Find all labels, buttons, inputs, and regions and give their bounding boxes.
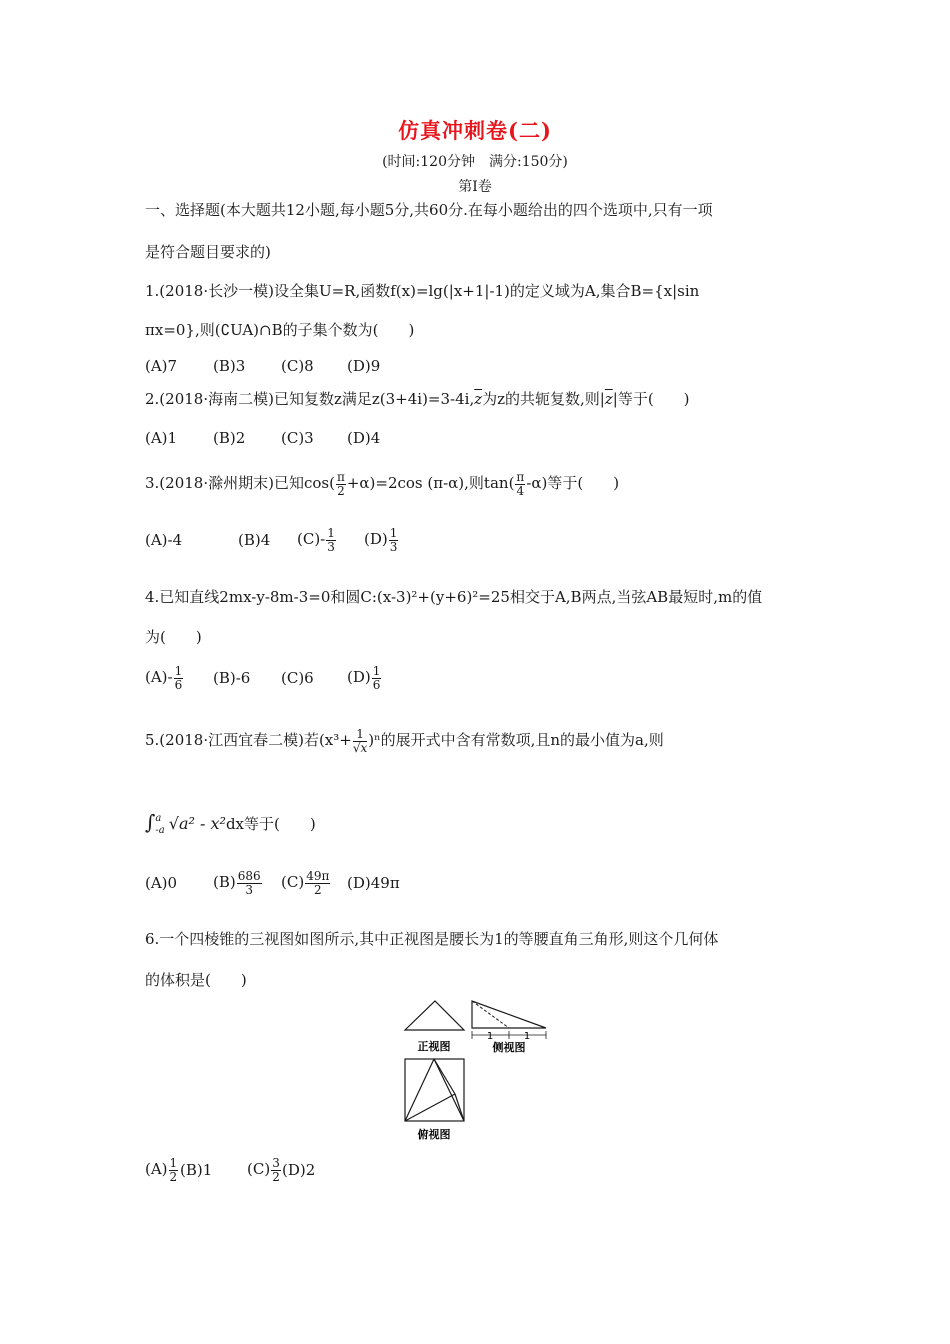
exam-info: (时间:120分钟 满分:150分) [382, 154, 568, 170]
q2-option-d: (D)4 [347, 429, 381, 447]
page-title: 仿真冲刺卷(二) [398, 118, 552, 143]
q3-option-c: (C)- $\frac{1}{3}$ [297, 525, 335, 554]
q2-option-a: (A)1 [145, 429, 178, 447]
q5-integral-line [145, 808, 316, 838]
side-view-hidden-edge [472, 1001, 509, 1028]
side-view-triangle [472, 1001, 546, 1028]
integral-sign: ∫ [145, 810, 156, 834]
q5-option-b: (B) $\frac{686}{3}$ [213, 868, 261, 897]
side-view-label: 侧视图 [492, 1041, 526, 1054]
q6-option-a: (A) $\frac{1}{2}$ [145, 1155, 178, 1184]
q2-text-a: 2.(2018·海南二模)已知复数z满足z(3+4i)=3-4i, [145, 390, 475, 408]
q1-line2: πx=0},则(∁UA)∩B的子集个数为( ) [145, 321, 415, 339]
side-view-dim-left: 1 [486, 1031, 494, 1042]
q4-option-a: (A)- $\frac{1}{6}$ [145, 663, 183, 692]
q5-option-c: (C) $\frac{49\pi}{2}$ [281, 868, 330, 897]
q4-option-c: (C)6 [281, 669, 314, 687]
q3-option-a: (A)-4 [145, 531, 183, 549]
q2-stem [145, 389, 690, 409]
q6-option-d: (D)2 [282, 1161, 316, 1179]
q5-text-a: 5.(2018·江西宜春二模)若(x³+ [145, 731, 352, 749]
three-view-figure [398, 995, 558, 1145]
side-view-dim-right: 1 [523, 1031, 531, 1042]
q3-frac-pi-2: $\frac{\pi}{2}$ [336, 469, 345, 498]
q2-text-c: |等于( ) [612, 390, 690, 408]
q4-line1: 4.已知直线2mx-y-8m-3=0和圆C:(x-3)²+(y+6)²=25相交于A,B两点,当弦AB最短时,m的值 [145, 588, 763, 606]
q2-zbar-abs: $\overline{z}$ [604, 390, 613, 408]
top-view-square [405, 1059, 464, 1121]
top-view-label: 俯视图 [417, 1128, 451, 1141]
q3-option-b: (B)4 [238, 531, 271, 549]
q2-option-b: (B)2 [213, 429, 246, 447]
q4-option-b: (B)-6 [213, 669, 251, 687]
q1-option-d: (D)9 [347, 357, 381, 375]
q1-line1: 1.(2018·长沙一模)设全集U=R,函数f(x)=lg(|x+1|-1)的定义域为A,集合B={x|sin [145, 282, 700, 300]
q2-option-c: (C)3 [281, 429, 314, 447]
q1-option-c: (C)8 [281, 357, 314, 375]
q5-frac-1-sqrtx: $\frac{1}{√x}$ [352, 726, 368, 755]
q3-frac-pi-4: $\frac{\pi}{4}$ [516, 469, 525, 498]
q1-option-a: (A)7 [145, 357, 178, 375]
q5-text-b: )ⁿ的展开式中含有常数项,且n的最小值为a,则 [368, 731, 664, 749]
integral-limits: a -a [155, 813, 165, 836]
q1-option-b: (B)3 [213, 357, 246, 375]
q6-line1: 6.一个四棱锥的三视图如图所示,其中正视图是腰长为1的等腰直角三角形,则这个几何体 [145, 930, 719, 948]
q4-option-d: (D) $\frac{1}{6}$ [347, 663, 381, 692]
q5-radical: √a² - x² [168, 814, 226, 833]
q3-option-d: (D) $\frac{1}{3}$ [364, 525, 398, 554]
q3-stem [145, 469, 619, 498]
q5-text-c: dx等于( ) [225, 815, 316, 833]
q6-option-b: (B)1 [180, 1161, 213, 1179]
q5-option-d: (D)49π [347, 874, 400, 892]
section-intro-line1: 一、选择题(本大题共12小题,每小题5分,共60分.在每小题给出的四个选项中,只有一项 [145, 201, 713, 219]
q2-zbar: $\overline{z}$ [474, 390, 483, 408]
q6-line2: 的体积是( ) [145, 971, 247, 989]
section-label: 第Ⅰ卷 [458, 179, 492, 195]
q6-option-c: (C) $\frac{3}{2}$ [247, 1155, 280, 1184]
q3-text-a: 3.(2018·滁州期末)已知cos( [145, 474, 335, 492]
q3-text-b: +α)=2cos (π-α),则tan( [346, 474, 515, 492]
section-intro-line2: 是符合题目要求的) [145, 243, 271, 261]
q5-option-a: (A)0 [145, 874, 178, 892]
front-view-triangle [405, 1001, 464, 1030]
q2-text-b: 为z的共轭复数,则| [482, 390, 605, 408]
q4-line2: 为( ) [145, 628, 202, 646]
q5-stem [145, 724, 664, 756]
front-view-label: 正视图 [417, 1040, 451, 1053]
q3-text-c: -α)等于( ) [526, 474, 620, 492]
